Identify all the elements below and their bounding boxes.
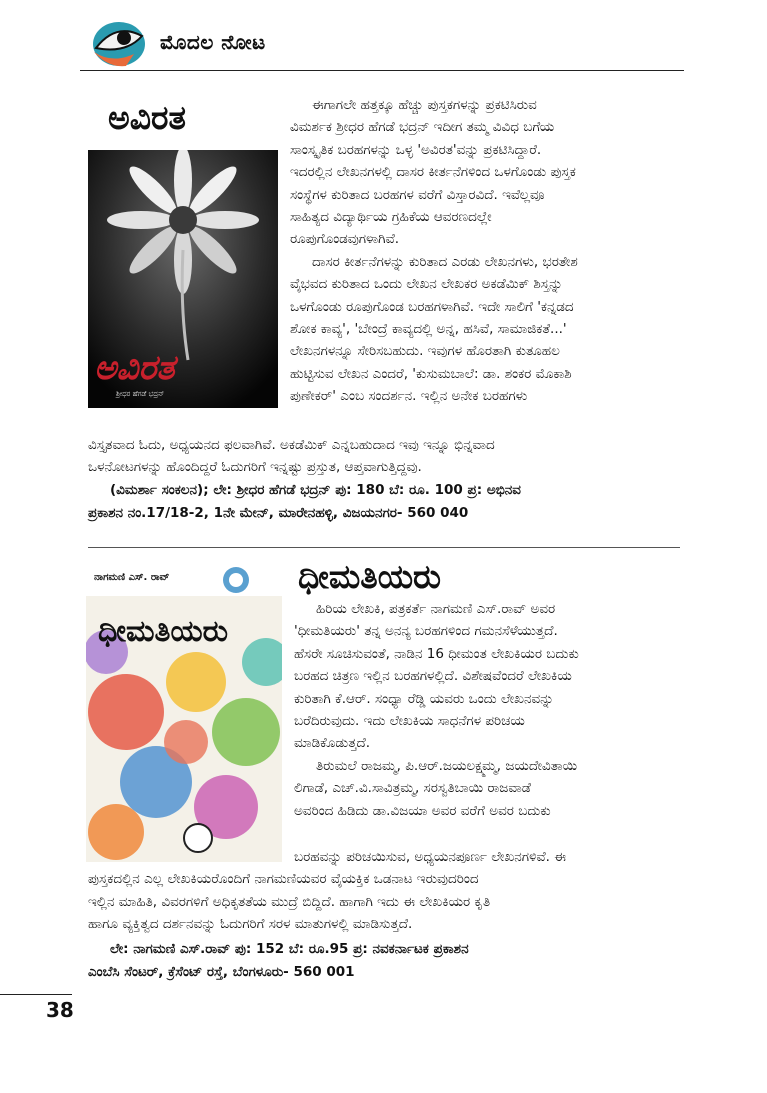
body-line: ಒಳನೋಟಗಳನ್ನು ಹೊಂದಿದ್ದರೆ ಓದುಗರಿಗೆ ಇನ್ನಷ್ಟು ಪ್ರಸ್ತುತ, ಆಪ್ತವಾಗುತ್ತಿದ್ದವು.: [88, 459, 422, 476]
body-line: ಸಾಂಸ್ಕೃತಿಕ ಬರಹಗಳನ್ನು ಒಳ್ಳ 'ಅವಿರತ'ವನ್ನು ಪ್ರಕಟಿಸಿದ್ದಾರೆ.: [290, 141, 542, 158]
magazine-section-title: ಮೊದಲ ನೋಟ: [160, 30, 266, 54]
review-body-dheemathiyaru-continued: [88, 846, 680, 936]
body-line: ಇದರಲ್ಲಿನ ಲೇಖನಗಳಲ್ಲಿ ದಾಸರ ಕೀರ್ತನೆಗಳಿಂದ ಒಳಗೊಂಡು ಪುಸ್ತಕ: [290, 164, 576, 181]
book-cover-aviratha: [88, 150, 278, 408]
bib-line: (ವಿಮರ್ಶಾ ಸಂಕಲನ); ಲೇ: ಶ್ರೀಧರ ಹೆಗಡೆ ಭದ್ರನ್ ಪು: 180 ಬೆ: ರೂ. 100 ಪ್ರ: ಅಭಿನವ: [110, 482, 521, 498]
body-line: ಸಂಸ್ಥೆಗಳ ಕುರಿತಾದ ಬರಹಗಳ ವರೆಗೆ ವಿಸ್ತಾರವಿದೆ. ಇವೆಲ್ಲವೂ: [290, 186, 545, 203]
body-line: ರೂಪುಗೊಂಡವುಗಳಾಗಿವೆ.: [290, 231, 400, 248]
review-body-aviratha: [290, 94, 680, 408]
magazine-logo: [86, 14, 148, 70]
body-line: ಅವರಿಂದ ಹಿಡಿದು ಡಾ.ವಿಜಯಾ ಅವರ ವರೆಗೆ ಅವರ ಬದುಕು: [294, 802, 551, 819]
body-line: ಮಾಡಿಕೊಡುತ್ತದೆ.: [294, 735, 371, 752]
body-line: ಶೋಕ ಕಾವ್ಯ', 'ಬೇಂದ್ರೆ ಕಾವ್ಯದಲ್ಲಿ ಅನ್ನ, ಹಸಿವೆ, ಸಾಮಾಜಿಕತೆ...': [290, 321, 567, 338]
body-line: ಸಾಹಿತ್ಯದ ವಿದ್ಯಾರ್ಥಿಯ ಗ್ರಹಿಕೆಯ ಆವರಣದಲ್ಲೇ: [290, 209, 492, 226]
body-line: ಹೆಸರೇ ಸೂಚಿಸುವಂತೆ, ನಾಡಿನ 16 ಧೀಮಂತ ಲೇಖಕಿಯರ ಬದುಕು: [294, 645, 579, 662]
book-title-aviratha: ಅವಿರತ: [108, 98, 186, 137]
review-body-dheemathiyaru: [294, 598, 680, 822]
bibliographic-info-aviratha: [88, 479, 680, 525]
body-line: ಕುರಿತಾಗಿ ಕೆ.ಆರ್. ಸಂಧ್ಯಾ ರೆಡ್ಡಿ ಯವರು ಒಂದು ಲೇಖನವನ್ನು: [294, 690, 554, 707]
body-line: ಲೇಖನಗಳನ್ನೂ ಸೇರಿಸಬಹುದು. ಇವುಗಳ ಹೊರತಾಗಿ ಕುತೂಹಲ: [290, 343, 560, 360]
book-cover-dheemathiyaru: [86, 562, 282, 862]
cover-title: ಧೀಮತಿಯರು: [98, 614, 228, 649]
bib-line: ಎಂಬೆಸಿ ಸೆಂಟರ್, ಕ್ರೆಸೆಂಟ್ ರಸ್ತೆ, ಬೆಂಗಳೂರು- 560 001: [88, 964, 355, 980]
page-number: 38: [46, 998, 74, 1022]
bib-line: ಪ್ರಕಾಶನ ನಂ.17/18-2, 1ನೇ ಮೇನ್, ಮಾರೇನಹಳ್ಳಿ, ವಿಜಯನಗರ- 560 040: [88, 505, 469, 521]
body-line: ಈಗಾಗಲೇ ಹತ್ತಕ್ಕೂ ಹೆಚ್ಚು ಪುಸ್ತಕಗಳನ್ನು ಪ್ರಕಟಿಸಿರುವ: [312, 97, 537, 113]
cover-author: ಶ್ರೀಧರ ಹೆಗಡೆ ಭದ್ರನ್: [116, 390, 165, 398]
body-line: ದಾಸರ ಕೀರ್ತನೆಗಳನ್ನು ಕುರಿತಾದ ಎರಡು ಲೇಖನಗಳು, ಭರತೇಶ: [312, 253, 578, 270]
body-line: ವಿಸ್ತೃತವಾದ ಓದು, ಅಧ್ಯಯನದ ಫಲವಾಗಿವೆ. ಅಕಡೆಮಿಕ್ ಎನ್ನಬಹುದಾದ ಇವು ಇನ್ನೂ ಭಿನ್ನವಾದ: [88, 437, 495, 453]
body-line: 'ಧೀಮತಿಯರು' ತನ್ನ ಅನನ್ಯ ಬರಹಗಳಿಂದ ಗಮನಸೆಳೆಯುತ್ತದೆ.: [294, 623, 558, 640]
section-divider: [88, 547, 680, 548]
body-line: ಹಿರಿಯ ಲೇಖಕಿ, ಪತ್ರಕರ್ತೆ ನಾಗಮಣಿ ಎಸ್.ರಾವ್ ಅವರ: [316, 601, 556, 617]
footer-divider: [0, 994, 72, 995]
body-line: ಬರೆದಿರುವುದು. ಇದು ಲೇಖಕಿಯ ಸಾಧನೆಗಳ ಪರಿಚಯ: [294, 713, 525, 730]
book-title-dheemathiyaru: ಧೀಮತಿಯರು: [298, 557, 441, 596]
body-line: ಹುಟ್ಟಿಸುವ ಲೇಖನ ಎಂದರೆ, 'ಕುಸುಮಬಾಲೆ: ಡಾ. ಶಂಕರ ಮೊಕಾಶಿ: [290, 365, 572, 382]
eye-fish-logo-icon: [86, 14, 148, 70]
body-line: ಪುಸ್ತಕದಲ್ಲಿನ ಎಲ್ಲ ಲೇಖಕಿಯರೊಂದಿಗೆ ನಾಗಮಣಿಯವರ ವೈಯಕ್ತಿಕ ಒಡನಾಟ ಇರುವುದರಿಂದ: [88, 871, 479, 888]
body-line: ಒಳಗೊಂಡು ರೂಪುಗೊಂಡ ಬರಹಗಳಾಗಿವೆ. ಇದೇ ಸಾಲಿಗೆ 'ಕನ್ನಡದ: [290, 298, 574, 315]
review-body-aviratha-continued: [88, 434, 680, 479]
body-line: ವೈಭವದ ಕುರಿತಾದ ಒಂದು ಲೇಖನ ಲೇಖಕರ ಅಕಡೆಮಿಕ್ ಶಿಸ್ತನ್ನು: [290, 276, 563, 293]
body-line: ಬರಹದ ಚಿತ್ರಣ ಇಲ್ಲಿನ ಬರಹಗಳಲ್ಲಿದೆ. ವಿಶೇಷವೆಂದರೆ ಲೇಖಕಿಯ: [294, 668, 572, 685]
body-line: ಹಾಗೂ ವ್ಯಕ್ತಿತ್ವದ ದರ್ಶನವನ್ನು ಓದುಗರಿಗೆ ಸರಳ ಮಾತುಗಳಲ್ಲಿ ಮಾಡಿಸುತ್ತದೆ.: [88, 916, 413, 933]
bib-line: ಲೇ: ನಾಗಮಣಿ ಎಸ್.ರಾವ್ ಪು: 152 ಬೆ: ರೂ.95 ಪ್ರ: ನವಕರ್ನಾಟಕ ಪ್ರಕಾಶನ: [110, 941, 469, 957]
body-line: ತಿರುಮಲೆ ರಾಜಮ್ಮ, ಪಿ.ಆರ್.ಜಯಲಕ್ಷ್ಮಮ್ಮ, ಜಯದೇವಿತಾಯಿ: [316, 757, 578, 774]
cover-author: ನಾಗಮಣಿ ಎಸ್. ರಾವ್: [94, 572, 170, 583]
body-line: ಇಲ್ಲಿನ ಮಾಹಿತಿ, ವಿವರಗಳಿಗೆ ಅಧಿಕೃತತೆಯ ಮುದ್ರೆ ಬಿದ್ದಿದೆ. ಹಾಗಾಗಿ ಇದು ಈ ಲೇಖಕಿಯರ ಕೃತಿ: [88, 893, 491, 910]
body-line: ಪುಣೇಕರ್' ಎಂಬ ಸಂದರ್ಶನ. ಇಲ್ಲಿನ ಅನೇಕ ಬರಹಗಳು: [290, 388, 528, 405]
bibliographic-info-dheemathiyaru: [88, 938, 680, 984]
header-divider: [80, 70, 684, 71]
body-line: ಬರಹವನ್ನು ಪರಿಚಯಿಸುವ, ಅಧ್ಯಯನಪೂರ್ಣ ಲೇಖನಗಳಿವೆ. ಈ: [294, 849, 566, 865]
cover-title: ಅವಿರತ: [94, 348, 175, 388]
body-line: ವಿಮರ್ಶಕ ಶ್ರೀಧರ ಹೆಗಡೆ ಭದ್ರನ್ ಇದೀಗ ತಮ್ಮ ವಿವಿಧ ಬಗೆಯ: [290, 119, 555, 136]
body-line: ಲಿಗಾಡೆ, ಎಚ್.ವಿ.ಸಾವಿತ್ರಮ್ಮ, ಸರಸ್ವತಿಬಾಯಿ ರಾಜವಾಡೆ: [294, 780, 531, 797]
